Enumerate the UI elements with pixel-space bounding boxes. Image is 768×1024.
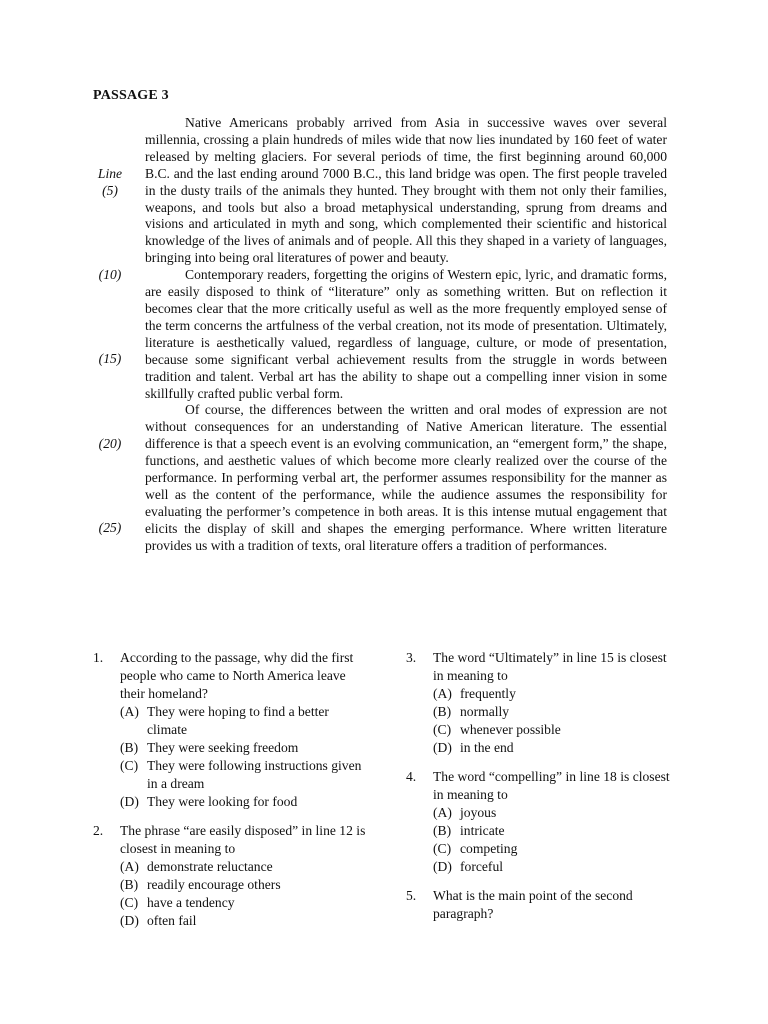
option-letter: (B) <box>433 823 452 838</box>
option-text: often fail <box>147 913 197 928</box>
question-stem: The word “compelling” in line 18 is closest in meaning to <box>433 769 670 802</box>
passage-title: PASSAGE 3 <box>93 88 169 103</box>
option-text: demonstrate reluctance <box>147 859 273 874</box>
line-number <box>90 199 130 216</box>
line-number <box>90 487 130 504</box>
option-letter: (C) <box>433 722 452 737</box>
line-number-gutter <box>90 115 130 537</box>
answer-option[interactable] <box>120 858 368 876</box>
option-text: joyous <box>460 805 497 820</box>
question-3 <box>406 649 676 757</box>
option-letter: (D) <box>120 913 139 928</box>
option-letter: (D) <box>433 859 452 874</box>
option-text: in the end <box>460 740 514 755</box>
answer-option[interactable] <box>120 876 368 894</box>
paragraph-2: Contemporary readers, forgetting the origins of Western epic, lyric, and dramatic forms, are easily disposed to think of “literature” only as something written. But on reflection it becomes clear that the more critically useful as well as the more frequently employed sense of the term concerns the artfulness of the verbal creation, not its mode of presentation. Ultimately, literature is aesthetically valued, regardless of language, culture, or mode of presentation, because some significant verbal achievement results from the struggle in words between tradition and talent. Verbal art has the ability to shape out a compelling inner vision in some skillfully crafted public verbal form. <box>145 267 667 401</box>
option-text: They were following instructions given in a dream <box>147 758 362 791</box>
answer-option[interactable] <box>433 822 676 840</box>
line-number <box>90 250 130 267</box>
option-text: intricate <box>460 823 505 838</box>
option-text: forceful <box>460 859 504 874</box>
question-stem: What is the main point of the second paragraph? <box>433 888 633 921</box>
option-letter: (B) <box>120 877 139 892</box>
line-number <box>90 216 130 233</box>
question-body <box>120 649 368 811</box>
question-1 <box>93 649 368 811</box>
questions-right-column <box>406 649 676 934</box>
question-number: 2. <box>93 823 104 838</box>
question-body <box>120 822 368 930</box>
line-number: (10) <box>98 267 122 283</box>
paragraph-1: Native Americans probably arrived from Asia in successive waves over several millennia, crossing a plain hundreds of miles wide that now lies inundated by 160 feet of water released by melting glaciers. For several periods of time, the first beginning around 60,000 B.C. and the last ending around 7000 B.C., this land bridge was open. The first people traveled in the dusty trails of the animals they hunted. They brought with them not only their families, weapons, and tools but also a broad metaphysical understanding, sprung from dreams and visions and articulated in myth and song, which complemented their scientific and historical knowledge of the lives of animals and of people. All this they shaped in a variety of languages, bringing into being oral literatures of power and beauty. <box>145 115 667 266</box>
option-letter: (D) <box>120 794 139 809</box>
option-text: They were hoping to find a better climate <box>147 704 329 737</box>
line-number <box>90 368 130 385</box>
answer-option[interactable] <box>120 703 368 739</box>
option-letter: (B) <box>433 704 452 719</box>
paragraph-3: Of course, the differences between the written and oral modes of expression are not without consequences for an understanding of Native American literature. The essential difference is that a speech event is an evolving communication, an “emergent form,” the shape, functions, and aesthetic values of which become more clearly realized over the course of the performance. In performing verbal art, the performer assumes responsibility for the manner as well as the content of the performance, while the audience assumes the responsibility for evaluating the performer’s competence in both areas. It is this intense mutual engagement that elicits the display of skill and shapes the emerging performance. Where written literature provides us with a tradition of texts, oral literature offers a tradition of performances. <box>145 402 667 553</box>
question-5 <box>406 887 676 923</box>
line-number <box>90 149 130 166</box>
question-number: 3. <box>406 650 417 665</box>
line-number: (20) <box>98 435 122 451</box>
question-stem: According to the passage, why did the first people who came to North America leave their homeland? <box>120 650 354 701</box>
option-letter: (C) <box>120 758 139 773</box>
question-4 <box>406 768 676 876</box>
line-number <box>90 503 130 520</box>
line-number <box>90 132 130 149</box>
questions-left-column <box>93 649 368 941</box>
option-letter: (D) <box>433 740 452 755</box>
answer-option[interactable] <box>433 840 676 858</box>
option-text: competing <box>460 841 518 856</box>
answer-option[interactable] <box>120 912 368 930</box>
line-number <box>90 335 130 352</box>
option-letter: (A) <box>433 686 452 701</box>
option-text: whenever possible <box>460 722 561 737</box>
question-stem: The word “Ultimately” in line 15 is closest in meaning to <box>433 650 667 683</box>
question-2 <box>93 822 368 930</box>
line-number <box>90 453 130 470</box>
question-stem: The phrase “are easily disposed” in line 12 is closest in meaning to <box>120 823 366 856</box>
answer-option[interactable] <box>433 721 676 739</box>
option-text: They were seeking freedom <box>147 740 299 755</box>
line-number: (5) <box>102 182 118 198</box>
answer-option[interactable] <box>433 804 676 822</box>
question-body <box>433 887 676 923</box>
question-number: 1. <box>93 650 104 665</box>
option-text: They were looking for food <box>147 794 298 809</box>
answer-option[interactable] <box>433 703 676 721</box>
line-number <box>90 301 130 318</box>
answer-option[interactable] <box>433 858 676 876</box>
question-body <box>433 649 676 757</box>
question-body <box>433 768 676 876</box>
passage-body <box>145 115 667 555</box>
line-number <box>90 419 130 436</box>
line-number: (25) <box>98 520 122 536</box>
option-letter: (C) <box>433 841 452 856</box>
option-letter: (A) <box>120 704 139 719</box>
line-number: Line <box>97 165 123 181</box>
line-number <box>90 284 130 301</box>
line-number <box>90 115 130 132</box>
line-number <box>90 318 130 335</box>
option-text: frequently <box>460 686 516 701</box>
option-text: readily encourage others <box>147 877 281 892</box>
answer-option[interactable] <box>120 894 368 912</box>
question-number: 5. <box>406 888 417 903</box>
answer-option[interactable] <box>120 793 368 811</box>
line-number <box>90 402 130 419</box>
line-number <box>90 470 130 487</box>
option-letter: (A) <box>433 805 452 820</box>
answer-option[interactable] <box>433 739 676 757</box>
option-letter: (A) <box>120 859 139 874</box>
line-number <box>90 233 130 250</box>
answer-option[interactable] <box>120 757 368 793</box>
answer-option[interactable] <box>120 739 368 757</box>
line-number <box>90 385 130 402</box>
option-text: have a tendency <box>147 895 235 910</box>
answer-option[interactable] <box>433 685 676 703</box>
line-number: (15) <box>98 351 122 367</box>
option-letter: (C) <box>120 895 139 910</box>
option-text: normally <box>460 704 510 719</box>
option-letter: (B) <box>120 740 139 755</box>
question-number: 4. <box>406 769 417 784</box>
